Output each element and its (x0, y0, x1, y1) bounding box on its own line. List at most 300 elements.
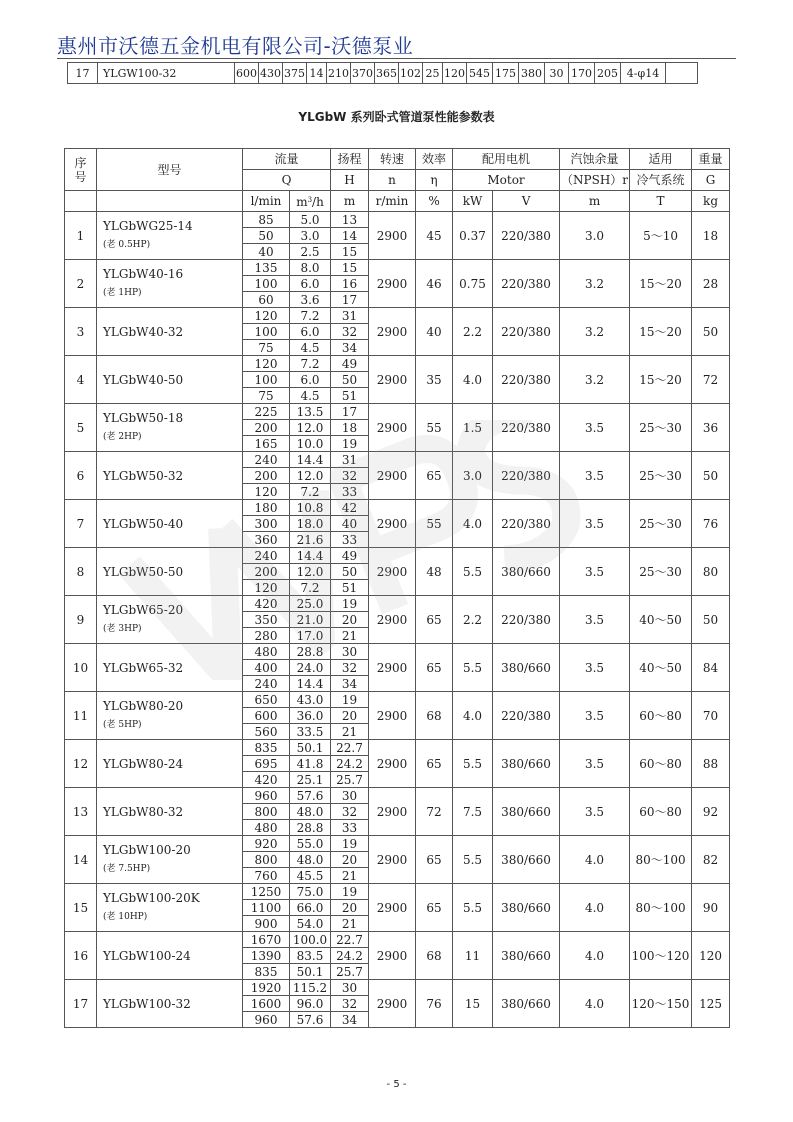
motor-kw: 4.0 (453, 500, 493, 548)
header-speed: 转速 (369, 149, 416, 170)
model-old-hp: (老 5HP) (103, 720, 142, 730)
flow-m3h: 12.0 (290, 468, 331, 484)
suit-range: 15～20 (630, 260, 692, 308)
flow-m3h: 66.0 (290, 900, 331, 916)
previous-row-cell: 370 (351, 63, 375, 84)
flow-lmin: 50 (243, 228, 290, 244)
previous-row-cell: 175 (493, 63, 519, 84)
weight: 80 (692, 548, 730, 596)
flow-lmin: 480 (243, 644, 290, 660)
flow-m3h: 54.0 (290, 916, 331, 932)
head-m: 20 (331, 900, 369, 916)
unit-m3h: $m^3/h$ (290, 191, 331, 212)
npsh: 3.2 (560, 308, 630, 356)
head-m: 32 (331, 996, 369, 1012)
head-m: 13 (331, 212, 369, 228)
flow-m3h: 5.0 (290, 212, 331, 228)
model-name: YLGbW80-24 (103, 756, 184, 771)
row-number: 2 (65, 260, 97, 308)
model-name: YLGbWG25-14 (103, 219, 193, 233)
flow-m3h: 100.0 (290, 932, 331, 948)
suit-range: 80～100 (630, 884, 692, 932)
suit-range: 15～20 (630, 308, 692, 356)
flow-lmin: 835 (243, 740, 290, 756)
flow-m3h: 45.5 (290, 868, 331, 884)
model-cell (97, 692, 243, 740)
npsh: 3.0 (560, 212, 630, 260)
page-number: - 5 - (386, 1079, 407, 1090)
flow-m3h: 6.0 (290, 324, 331, 340)
speed: 2900 (369, 500, 416, 548)
flow-lmin: 165 (243, 436, 290, 452)
motor-kw: 5.5 (453, 548, 493, 596)
speed: 2900 (369, 308, 416, 356)
npsh: 3.5 (560, 740, 630, 788)
flow-m3h: 10.8 (290, 500, 331, 516)
previous-row-cell: 102 (399, 63, 423, 84)
head-m: 24.2 (331, 948, 369, 964)
model-cell (97, 500, 243, 548)
motor-voltage: 220/380 (493, 692, 560, 740)
efficiency: 65 (416, 452, 453, 500)
motor-voltage: 380/660 (493, 740, 560, 788)
flow-m3h: 3.0 (290, 228, 331, 244)
flow-lmin: 75 (243, 340, 290, 356)
head-m: 34 (331, 1012, 369, 1028)
model-name: YLGbW100-20 (103, 843, 191, 857)
npsh: 4.0 (560, 980, 630, 1028)
weight: 28 (692, 260, 730, 308)
flow-m3h: 18.0 (290, 516, 331, 532)
previous-row-cell: 600 (235, 63, 259, 84)
flow-lmin: 75 (243, 388, 290, 404)
head-m: 19 (331, 884, 369, 900)
speed: 2900 (369, 980, 416, 1028)
model-cell (97, 836, 243, 884)
flow-m3h: 43.0 (290, 692, 331, 708)
motor-voltage: 380/660 (493, 884, 560, 932)
flow-m3h: 25.0 (290, 596, 331, 612)
model-cell (97, 788, 243, 836)
table-row (65, 740, 730, 756)
flow-lmin: 1600 (243, 996, 290, 1012)
motor-voltage: 380/660 (493, 788, 560, 836)
flow-lmin: 120 (243, 484, 290, 500)
row-number: 8 (65, 548, 97, 596)
flow-m3h: 6.0 (290, 372, 331, 388)
performance-table-body (65, 212, 730, 1028)
head-m: 14 (331, 228, 369, 244)
flow-lmin: 360 (243, 532, 290, 548)
flow-m3h: 8.0 (290, 260, 331, 276)
npsh: 3.2 (560, 356, 630, 404)
table-title: YLGbW 系列卧式管道泵性能参数表 (298, 110, 495, 124)
head-m: 19 (331, 596, 369, 612)
model-name: YLGbW50-40 (103, 516, 184, 531)
flow-m3h: 14.4 (290, 452, 331, 468)
head-m: 33 (331, 532, 369, 548)
flow-m3h: 6.0 (290, 276, 331, 292)
flow-lmin: 120 (243, 580, 290, 596)
motor-kw: 4.0 (453, 692, 493, 740)
head-m: 33 (331, 484, 369, 500)
model-cell (97, 548, 243, 596)
head-m: 50 (331, 564, 369, 580)
suit-range: 5～10 (630, 212, 692, 260)
weight: 50 (692, 452, 730, 500)
flow-lmin: 350 (243, 612, 290, 628)
model-cell (97, 884, 243, 932)
previous-row-cell: 25 (423, 63, 443, 84)
row-number: 11 (65, 692, 97, 740)
flow-m3h: 4.5 (290, 340, 331, 356)
head-m: 49 (331, 356, 369, 372)
flow-m3h: 12.0 (290, 420, 331, 436)
flow-m3h: 28.8 (290, 820, 331, 836)
table-row (65, 260, 730, 276)
suit-range: 60～80 (630, 788, 692, 836)
company-header: 惠州市沃德五金机电有限公司-沃德泵业 (57, 34, 414, 58)
head-m: 30 (331, 980, 369, 996)
npsh: 3.5 (560, 788, 630, 836)
previous-row-cell: YLGW100-32 (98, 63, 235, 84)
speed: 2900 (369, 356, 416, 404)
head-m: 31 (331, 452, 369, 468)
flow-lmin: 420 (243, 772, 290, 788)
flow-m3h: 7.2 (290, 484, 331, 500)
head-m: 32 (331, 804, 369, 820)
flow-lmin: 280 (243, 628, 290, 644)
model-cell (97, 308, 243, 356)
model-name: YLGbW65-32 (103, 660, 184, 675)
model-name: YLGbW40-50 (103, 372, 184, 387)
weight: 84 (692, 644, 730, 692)
suit-range: 40～50 (630, 596, 692, 644)
motor-voltage: 380/660 (493, 548, 560, 596)
model-cell (97, 740, 243, 788)
flow-lmin: 600 (243, 708, 290, 724)
speed: 2900 (369, 692, 416, 740)
suit-range: 40～50 (630, 644, 692, 692)
flow-lmin: 760 (243, 868, 290, 884)
unit-pct: % (416, 191, 453, 212)
head-m: 42 (331, 500, 369, 516)
table-row (65, 452, 730, 468)
row-number: 4 (65, 356, 97, 404)
flow-m3h: 7.2 (290, 580, 331, 596)
motor-kw: 0.37 (453, 212, 493, 260)
flow-m3h: 36.0 (290, 708, 331, 724)
flow-m3h: 4.5 (290, 388, 331, 404)
flow-m3h: 50.1 (290, 740, 331, 756)
head-m: 21 (331, 628, 369, 644)
efficiency: 68 (416, 692, 453, 740)
table-row (65, 500, 730, 516)
weight: 50 (692, 596, 730, 644)
flow-lmin: 900 (243, 916, 290, 932)
flow-lmin: 480 (243, 820, 290, 836)
motor-kw: 1.5 (453, 404, 493, 452)
model-old-hp: (老 10HP) (103, 912, 148, 922)
model-name: YLGbW100-32 (103, 996, 191, 1011)
table-row (65, 980, 730, 996)
flow-m3h: 25.1 (290, 772, 331, 788)
speed: 2900 (369, 644, 416, 692)
model-cell (97, 260, 243, 308)
flow-lmin: 225 (243, 404, 290, 420)
head-m: 19 (331, 436, 369, 452)
head-m: 22.7 (331, 740, 369, 756)
head-m: 20 (331, 612, 369, 628)
row-number: 5 (65, 404, 97, 452)
header-speed-sym: n (369, 170, 416, 191)
flow-lmin: 1670 (243, 932, 290, 948)
table-row (65, 932, 730, 948)
motor-voltage: 380/660 (493, 932, 560, 980)
flow-m3h: 7.2 (290, 308, 331, 324)
table-row (65, 548, 730, 564)
efficiency: 45 (416, 212, 453, 260)
speed: 2900 (369, 932, 416, 980)
row-number: 14 (65, 836, 97, 884)
suit-range: 25～30 (630, 500, 692, 548)
head-m: 17 (331, 292, 369, 308)
flow-m3h: 2.5 (290, 244, 331, 260)
flow-m3h: 13.5 (290, 404, 331, 420)
head-m: 49 (331, 548, 369, 564)
flow-lmin: 120 (243, 356, 290, 372)
efficiency: 65 (416, 596, 453, 644)
flow-lmin: 120 (243, 308, 290, 324)
header-weight: 重量 (692, 149, 730, 170)
head-m: 30 (331, 788, 369, 804)
motor-kw: 5.5 (453, 644, 493, 692)
motor-voltage: 380/660 (493, 644, 560, 692)
unit-blank-seq (65, 191, 97, 212)
header-motor: 配用电机 (453, 149, 560, 170)
suit-range: 60～80 (630, 740, 692, 788)
model-name: YLGbW50-32 (103, 468, 184, 483)
motor-voltage: 220/380 (493, 212, 560, 260)
head-m: 34 (331, 340, 369, 356)
head-m: 24.2 (331, 756, 369, 772)
flow-lmin: 300 (243, 516, 290, 532)
head-m: 20 (331, 852, 369, 868)
unit-kg: kg (692, 191, 730, 212)
model-name: YLGbW50-50 (103, 564, 184, 579)
flow-lmin: 200 (243, 468, 290, 484)
head-m: 40 (331, 516, 369, 532)
weight: 72 (692, 356, 730, 404)
flow-lmin: 1920 (243, 980, 290, 996)
header-eff-sym: η (416, 170, 453, 191)
flow-lmin: 560 (243, 724, 290, 740)
head-m: 25.7 (331, 772, 369, 788)
motor-kw: 5.5 (453, 836, 493, 884)
flow-lmin: 800 (243, 804, 290, 820)
motor-kw: 5.5 (453, 884, 493, 932)
flow-m3h: 55.0 (290, 836, 331, 852)
motor-voltage: 220/380 (493, 452, 560, 500)
units-row (65, 191, 730, 212)
motor-kw: 3.0 (453, 452, 493, 500)
efficiency: 76 (416, 980, 453, 1028)
table-row (65, 644, 730, 660)
unit-kw: kW (453, 191, 493, 212)
flow-lmin: 695 (243, 756, 290, 772)
table-row (65, 692, 730, 708)
model-name: YLGbW65-20 (103, 603, 184, 617)
efficiency: 65 (416, 644, 453, 692)
header-seq: 序 号 (65, 149, 97, 191)
unit-t: T (630, 191, 692, 212)
head-m: 31 (331, 308, 369, 324)
motor-voltage: 220/380 (493, 596, 560, 644)
weight: 88 (692, 740, 730, 788)
flow-m3h: 75.0 (290, 884, 331, 900)
row-number: 3 (65, 308, 97, 356)
motor-kw: 2.2 (453, 308, 493, 356)
npsh: 3.5 (560, 548, 630, 596)
previous-row-cell: 205 (595, 63, 621, 84)
speed: 2900 (369, 596, 416, 644)
previous-row-cell: 170 (569, 63, 595, 84)
head-m: 21 (331, 916, 369, 932)
motor-voltage: 380/660 (493, 836, 560, 884)
head-m: 51 (331, 388, 369, 404)
model-old-hp: (老 1HP) (103, 288, 142, 298)
flow-m3h: 57.6 (290, 788, 331, 804)
weight: 18 (692, 212, 730, 260)
model-old-hp: (老 7.5HP) (103, 864, 151, 874)
weight: 70 (692, 692, 730, 740)
table-row (65, 788, 730, 804)
flow-m3h: 41.8 (290, 756, 331, 772)
previous-row-cell: 17 (68, 63, 98, 84)
npsh: 3.5 (560, 452, 630, 500)
speed: 2900 (369, 404, 416, 452)
flow-lmin: 800 (243, 852, 290, 868)
flow-lmin: 1390 (243, 948, 290, 964)
unit-m: m (331, 191, 369, 212)
flow-lmin: 960 (243, 788, 290, 804)
weight: 92 (692, 788, 730, 836)
flow-m3h: 21.0 (290, 612, 331, 628)
flow-lmin: 650 (243, 692, 290, 708)
flow-m3h: 28.8 (290, 644, 331, 660)
head-m: 16 (331, 276, 369, 292)
row-number: 1 (65, 212, 97, 260)
flow-lmin: 1250 (243, 884, 290, 900)
row-number: 16 (65, 932, 97, 980)
previous-row-cell: 375 (283, 63, 307, 84)
speed: 2900 (369, 452, 416, 500)
flow-m3h: 48.0 (290, 804, 331, 820)
flow-lmin: 1100 (243, 900, 290, 916)
efficiency: 55 (416, 500, 453, 548)
flow-m3h: 83.5 (290, 948, 331, 964)
efficiency: 46 (416, 260, 453, 308)
npsh: 4.0 (560, 836, 630, 884)
suit-range: 80～100 (630, 836, 692, 884)
model-cell (97, 212, 243, 260)
npsh: 3.5 (560, 692, 630, 740)
flow-lmin: 920 (243, 836, 290, 852)
head-m: 22.7 (331, 932, 369, 948)
head-m: 34 (331, 676, 369, 692)
unit-rmin: r/min (369, 191, 416, 212)
flow-lmin: 960 (243, 1012, 290, 1028)
npsh: 3.5 (560, 644, 630, 692)
flow-lmin: 100 (243, 324, 290, 340)
previous-row-cell: 365 (375, 63, 399, 84)
head-m: 32 (331, 324, 369, 340)
previous-row-cell: 14 (307, 63, 327, 84)
previous-row-cell: 430 (259, 63, 283, 84)
flow-lmin: 135 (243, 260, 290, 276)
efficiency: 35 (416, 356, 453, 404)
efficiency: 48 (416, 548, 453, 596)
efficiency: 72 (416, 788, 453, 836)
flow-m3h: 14.4 (290, 676, 331, 692)
motor-voltage: 220/380 (493, 404, 560, 452)
motor-voltage: 380/660 (493, 980, 560, 1028)
npsh: 3.5 (560, 500, 630, 548)
unit-npsh-m: m (560, 191, 630, 212)
flow-m3h: 50.1 (290, 964, 331, 980)
weight: 120 (692, 932, 730, 980)
previous-table-row-cells (68, 63, 698, 84)
flow-m3h: 17.0 (290, 628, 331, 644)
weight: 125 (692, 980, 730, 1028)
previous-table-row (67, 62, 698, 84)
previous-row-cell: 30 (545, 63, 569, 84)
head-m: 21 (331, 868, 369, 884)
suit-range: 120～150 (630, 980, 692, 1028)
suit-range: 25～30 (630, 548, 692, 596)
head-m: 17 (331, 404, 369, 420)
header-head: 扬程 (331, 149, 369, 170)
flow-lmin: 420 (243, 596, 290, 612)
flow-lmin: 180 (243, 500, 290, 516)
header-npsh: 汽蚀余量 (560, 149, 630, 170)
row-number: 6 (65, 452, 97, 500)
head-m: 32 (331, 660, 369, 676)
motor-kw: 2.2 (453, 596, 493, 644)
suit-range: 100～120 (630, 932, 692, 980)
flow-m3h: 3.6 (290, 292, 331, 308)
head-m: 19 (331, 692, 369, 708)
head-m: 32 (331, 468, 369, 484)
head-m: 25.7 (331, 964, 369, 980)
motor-kw: 15 (453, 980, 493, 1028)
row-number: 17 (65, 980, 97, 1028)
flow-lmin: 200 (243, 420, 290, 436)
previous-row-cell: 380 (519, 63, 545, 84)
motor-kw: 7.5 (453, 788, 493, 836)
weight: 90 (692, 884, 730, 932)
motor-voltage: 220/380 (493, 356, 560, 404)
npsh: 4.0 (560, 884, 630, 932)
efficiency: 55 (416, 404, 453, 452)
unit-blank-model (97, 191, 243, 212)
weight: 76 (692, 500, 730, 548)
flow-m3h: 12.0 (290, 564, 331, 580)
head-m: 15 (331, 260, 369, 276)
weight: 82 (692, 836, 730, 884)
speed: 2900 (369, 836, 416, 884)
header-flow: 流量 (243, 149, 331, 170)
